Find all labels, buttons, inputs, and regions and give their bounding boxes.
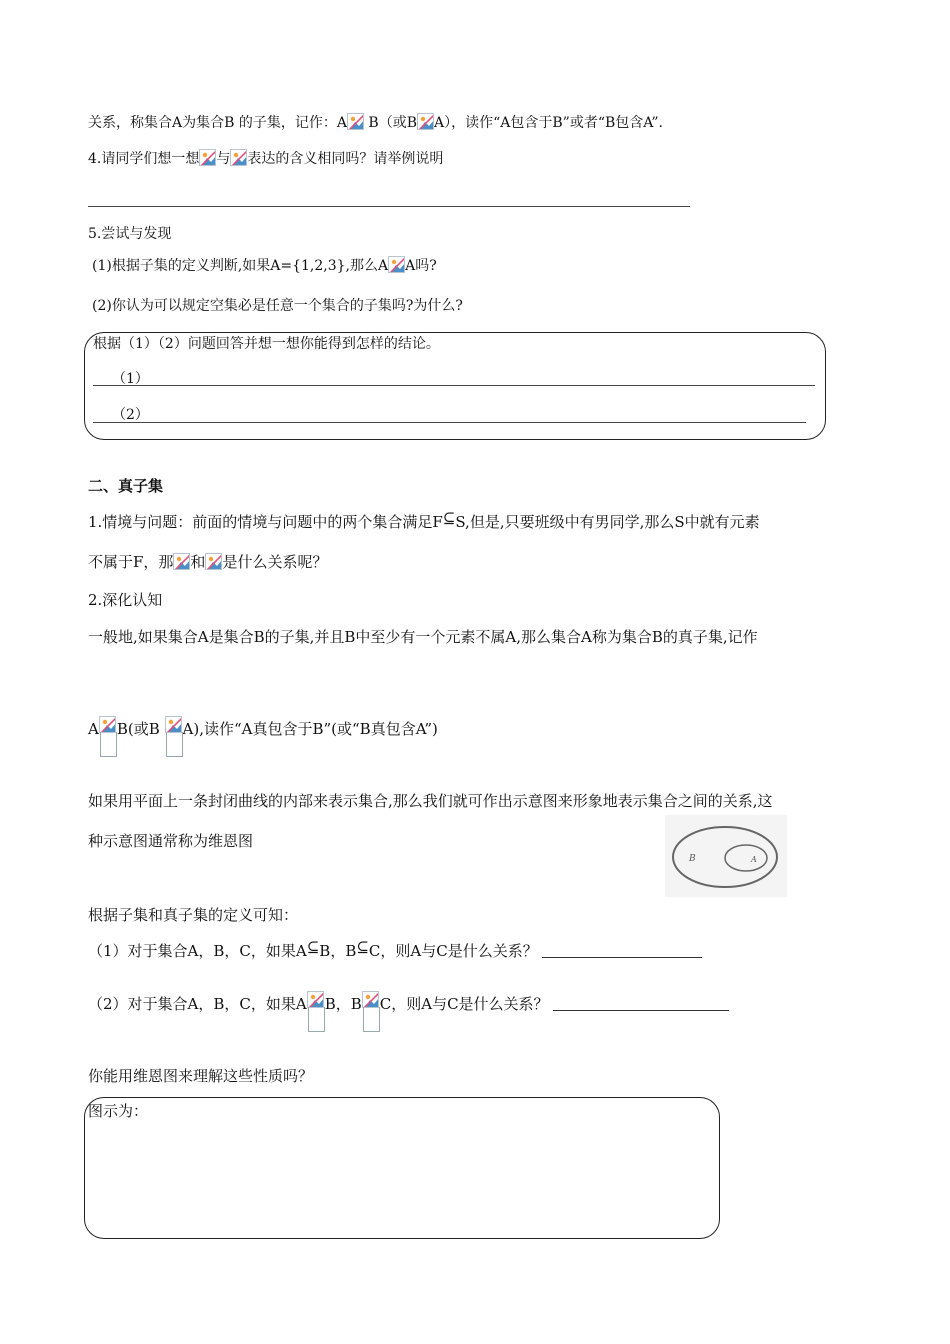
paragraph-venn-intro-cont: 种示意图通常称为维恩图 bbox=[88, 832, 254, 850]
image-placeholder-icon bbox=[205, 553, 222, 570]
answer-blank-1[interactable] bbox=[542, 943, 702, 958]
diagram-answer-box-title: 图示为： bbox=[88, 1102, 149, 1120]
paragraph-venn-intro: 如果用平面上一条封闭曲线的内部来表示集合,那么我们就可作出示意图来形象地表示集合之间的关系,这 bbox=[88, 792, 773, 810]
image-placeholder-icon bbox=[199, 149, 216, 166]
venn-label-outer: B bbox=[689, 854, 696, 864]
conclusion-item-1: （1） bbox=[112, 371, 149, 387]
image-placeholder-icon bbox=[417, 113, 434, 130]
proper-subset-symbol-icon bbox=[362, 991, 380, 1013]
paragraph-notation: A B(或B A),读作“A真包含于B”(或“B真包含A”) bbox=[88, 716, 438, 739]
paragraph-situation-cont: 不属于F，那 和 是什么关系呢？ bbox=[88, 553, 328, 571]
question-5-heading: 5.尝试与发现 bbox=[88, 226, 172, 242]
paragraph-properties: 根据子集和真子集的定义可知： bbox=[88, 906, 299, 924]
property-question-1: （1）对于集合A，B，C，如果A⊆B，B⊆C，则A与C是什么关系？ bbox=[88, 941, 702, 961]
question-5-1: (1)根据子集的定义判断,如果A={1,2,3},那么A A吗? bbox=[92, 258, 437, 274]
proper-subset-symbol-icon bbox=[307, 991, 325, 1013]
image-placeholder-icon bbox=[347, 113, 364, 130]
paragraph-situation: 1.情境与问题：前面的情境与问题中的两个集合满足F⊆S,但是,只要班级中有男同学,那么S中就有元素 bbox=[88, 509, 760, 531]
paragraph-venn-question: 你能用维恩图来理解这些性质吗？ bbox=[88, 1067, 314, 1085]
paragraph-definition: 一般地,如果集合A是集合B的子集,并且B中至少有一个元素不属A,那么集合A称为集合B的真子集,记作 bbox=[88, 628, 758, 646]
image-placeholder-icon bbox=[230, 149, 247, 166]
conclusion-line-1 bbox=[93, 385, 815, 386]
image-placeholder-icon bbox=[388, 256, 405, 273]
diagram-answer-box[interactable] bbox=[84, 1097, 720, 1239]
text-line-subset-definition: 关系，称集合A为集合B 的子集，记作：A B（或B A），读作“A包含于B”或者“B包含A”. bbox=[88, 115, 663, 131]
conclusion-box-title: 根据（1）（2）问题回答并想一想你能得到怎样的结论。 bbox=[93, 336, 440, 352]
heading-deepen: 2.深化认知 bbox=[88, 591, 163, 609]
property-question-2: （2）对于集合A，B，C，如果A B，B C，则A与C是什么关系？ bbox=[88, 991, 729, 1014]
answer-line bbox=[88, 206, 690, 207]
question-4: 4.请同学们想一想 与 表达的含义相同吗？请举例说明 bbox=[88, 151, 444, 167]
conclusion-line-2 bbox=[93, 422, 806, 423]
venn-label-inner: A bbox=[751, 855, 757, 864]
conclusion-item-2: （2） bbox=[112, 407, 149, 423]
question-5-2: (2)你认为可以规定空集必是任意一个集合的子集吗?为什么? bbox=[92, 298, 463, 314]
venn-diagram bbox=[665, 815, 787, 897]
proper-superset-symbol-icon bbox=[165, 716, 183, 738]
answer-blank-2[interactable] bbox=[553, 996, 729, 1011]
image-placeholder-icon bbox=[173, 553, 190, 570]
proper-subset-symbol-icon bbox=[99, 716, 117, 738]
section-title-proper-subset: 二、真子集 bbox=[88, 477, 164, 495]
